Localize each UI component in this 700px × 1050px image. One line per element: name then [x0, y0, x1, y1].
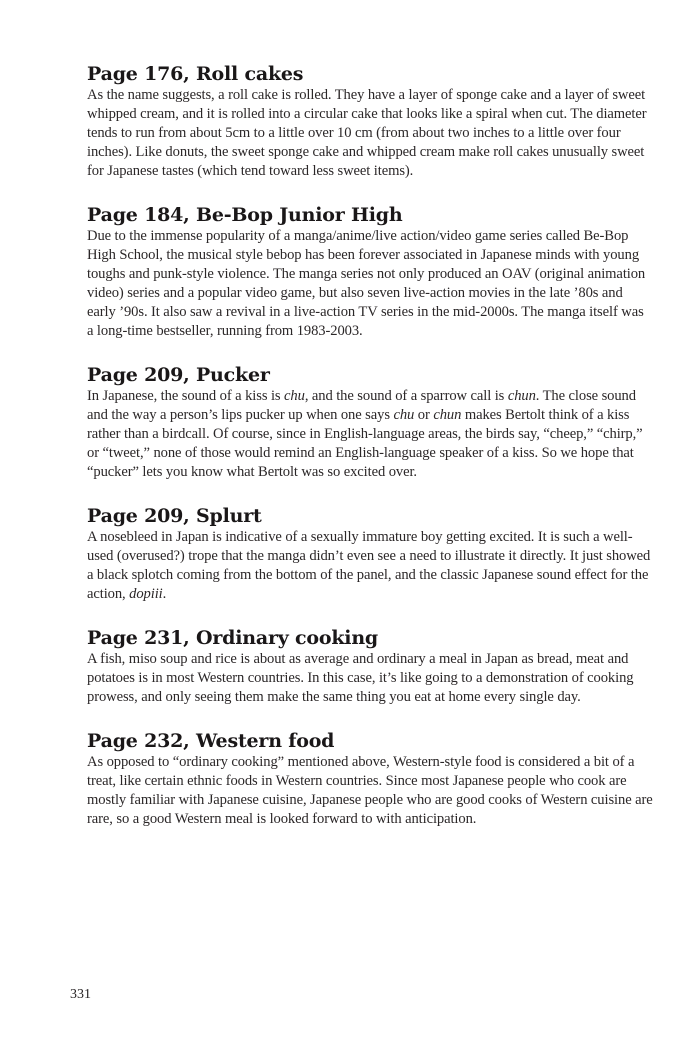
note-body: A fish, miso soup and rice is about as average and ordinary a meal in Japan as bread, meat and potatoes is in most Western countries. In this case, it’s like going to a demonstration of cooking prowess, and only seeing them make the same thing you eat at home every single day.: [87, 651, 634, 705]
note-title: Page 176, Roll cakes: [87, 63, 304, 85]
note-body: As opposed to “ordinary cooking” mentioned above, Western-style food is considered a bit of a treat, like certain ethnic foods in Western countries. Since most Japanese people who cook are mostly familiar with Japanese cuisine, Japanese people who are good cooks of Western cuisine are rare, so a good Western meal is looked forward to with anticipation.: [87, 754, 653, 827]
note-body: As the name suggests, a roll cake is rolled. They have a layer of sponge cake and a layer of sweet whipped cream, and it is rolled into a circular cake that looks like a spiral when cut. The diameter tends to run from about 5cm to a little over 10 cm (from about two inches to a little over four inches). Like donuts, the sweet sponge cake and whipped cream make roll cakes unusually sweet for Japanese tastes (which tend toward less sweet items).: [87, 87, 647, 179]
note-title: Page 209, Splurt: [87, 505, 262, 527]
italic-term: dopiii: [129, 586, 163, 602]
note-title: Page 232, Western food: [87, 730, 335, 752]
note-title: Page 231, Ordinary cooking: [87, 627, 379, 649]
italic-term: chun: [507, 388, 536, 404]
note-title: Page 184, Be-Bop Junior High: [87, 204, 403, 226]
note-body: A nosebleed in Japan is indicative of a sexually immature boy getting excited. It is such a well-used (overused?) trope that the manga didn’t even see a need to illustrate it directly. It just showed a black splotch coming from the bottom of the panel, and the classic Japanese sound effect for the action, dopiii.: [87, 529, 651, 602]
note-title: Page 209, Pucker: [87, 364, 270, 386]
note-splurt: [87, 504, 653, 604]
note-be-bop-junior-high: [87, 203, 653, 341]
italic-term: chun: [433, 407, 462, 423]
page-number: 331: [70, 987, 91, 1002]
translation-notes: [87, 62, 653, 851]
note-ordinary-cooking: [87, 626, 653, 707]
italic-term: chu: [393, 407, 415, 423]
note-body: Due to the immense popularity of a manga/anime/live action/video game series called Be-Bop High School, the musical style bebop has been forever associated in Japanese minds with young toughs and punk-style violence. The manga series not only produced an OAV (original animation video) series and a popular video game, but also seven live-action movies in the late ’80s and early ’90s. It also saw a revival in a live-action TV series in the mid-2000s. The manga itself was a long-time bestseller, running from 1983-2003.: [87, 228, 646, 339]
italic-term: chu: [284, 388, 305, 404]
note-body: In Japanese, the sound of a kiss is chu, and the sound of a sparrow call is chun. The close sound and the way a person’s lips pucker up when one says chu or chun makes Bertolt think of a kiss rather than a birdcall. Of course, since in English-language areas, the birds say, “cheep,” “chirp,” or “tweet,” none of those would remind an English-language speaker of a kiss. So we hope that “pucker” lets you know what Bertolt was so excited over.: [87, 388, 643, 480]
note-roll-cakes: [87, 62, 653, 181]
note-western-food: [87, 729, 653, 829]
note-pucker: [87, 363, 653, 482]
